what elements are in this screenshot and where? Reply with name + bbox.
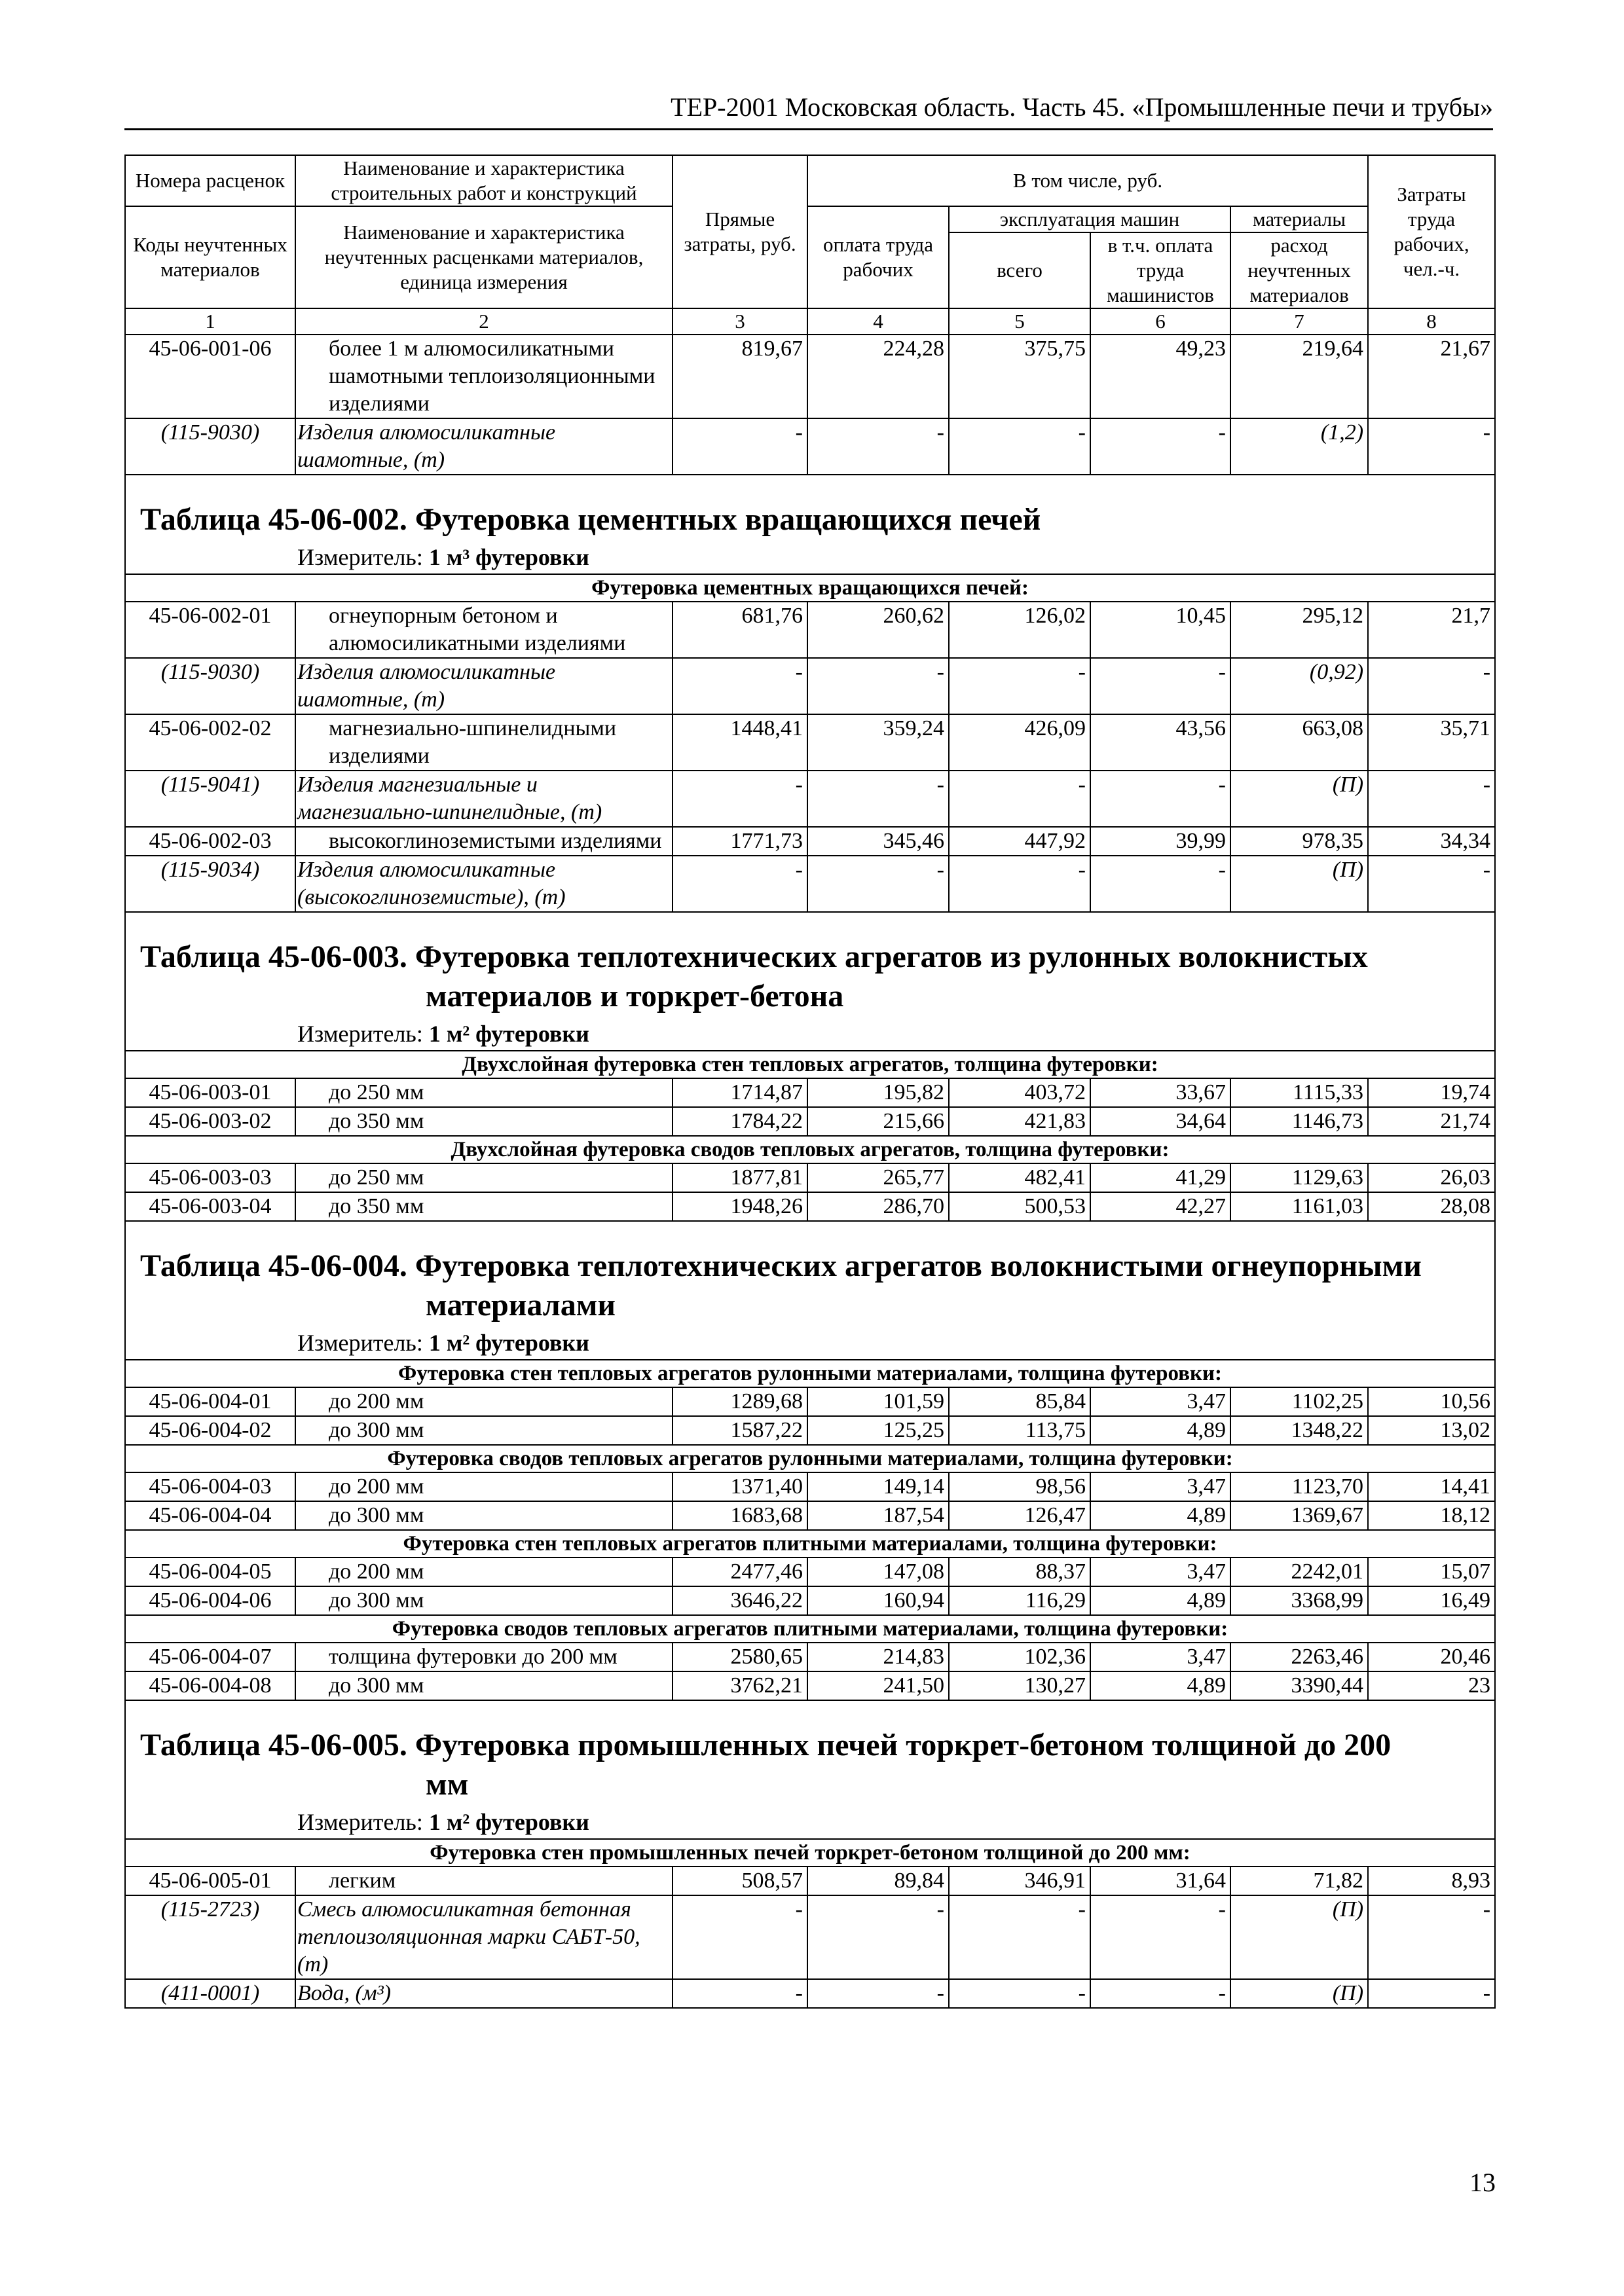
table-row (125, 1416, 1495, 1445)
direct-costs-cell: 1371,40 (673, 1472, 807, 1501)
meter-label: Измеритель: (297, 1021, 423, 1047)
table-row (125, 714, 1495, 771)
direct-costs-cell: 3762,21 (673, 1671, 807, 1700)
machines-total-cell: - (949, 856, 1090, 912)
direct-costs-cell: - (673, 418, 807, 475)
machines-total-cell: 500,53 (949, 1192, 1090, 1221)
table-title-line: Таблица 45-06-004. Футеровка теплотехнических агрегатов волокнистыми огнеупорными (140, 1248, 1422, 1283)
labor-cell: 8,93 (1368, 1867, 1495, 1895)
meter-row (125, 542, 1495, 574)
direct-costs-cell: 1587,22 (673, 1416, 807, 1445)
table-title (125, 1221, 1495, 1328)
rate-code: 45-06-004-02 (125, 1416, 295, 1445)
col-including: В том числе, руб. (807, 155, 1368, 206)
section-heading: Футеровка стен тепловых агрегатов плитными материалами, толщина футеровки: (125, 1530, 1495, 1558)
meter-unit: 1 м² футеровки (428, 1021, 589, 1047)
work-name: до 350 мм (295, 1192, 673, 1221)
col-mat-codes: Коды неучтенных материалов (125, 206, 295, 308)
rate-code: 45-06-005-01 (125, 1867, 295, 1895)
direct-costs-cell: 1877,81 (673, 1163, 807, 1192)
rate-code: 45-06-001-06 (125, 335, 295, 418)
work-name: до 200 мм (295, 1558, 673, 1586)
section-row (125, 1839, 1495, 1867)
materials-cell: (П) (1230, 856, 1368, 912)
rate-code: 45-06-003-02 (125, 1107, 295, 1136)
material-row (125, 658, 1495, 714)
machinist-pay-cell: - (1090, 1979, 1230, 2008)
rate-code: 45-06-003-01 (125, 1078, 295, 1107)
table-title-line: Таблица 45-06-002. Футеровка цементных вращающихся печей (140, 502, 1041, 537)
machinist-pay-cell: 4,89 (1090, 1671, 1230, 1700)
worker-pay-cell: 359,24 (807, 714, 949, 771)
direct-costs-cell: 2477,46 (673, 1558, 807, 1586)
machinist-pay-cell: 49,23 (1090, 335, 1230, 418)
col-number: 4 (807, 308, 949, 335)
labor-cell: 10,56 (1368, 1387, 1495, 1416)
machinist-pay-cell: 31,64 (1090, 1867, 1230, 1895)
worker-pay-cell: - (807, 658, 949, 714)
rate-code: 45-06-004-03 (125, 1472, 295, 1501)
machines-total-cell: 426,09 (949, 714, 1090, 771)
machinist-pay-cell: 43,56 (1090, 714, 1230, 771)
table-title (125, 475, 1495, 542)
worker-pay-cell: 147,08 (807, 1558, 949, 1586)
machinist-pay-cell: - (1090, 1895, 1230, 1979)
table-title-row (125, 912, 1495, 1019)
section-heading: Двухслойная футеровка стен тепловых агрегатов, толщина футеровки: (125, 1051, 1495, 1078)
materials-cell: 1348,22 (1230, 1416, 1368, 1445)
direct-costs-cell: 1714,87 (673, 1078, 807, 1107)
materials-cell: (П) (1230, 1895, 1368, 1979)
table-title-row (125, 1221, 1495, 1328)
materials-cell: (1,2) (1230, 418, 1368, 475)
direct-costs-cell: 819,67 (673, 335, 807, 418)
labor-cell: 21,74 (1368, 1107, 1495, 1136)
machines-total-cell: 88,37 (949, 1558, 1090, 1586)
direct-costs-cell: 508,57 (673, 1867, 807, 1895)
machinist-pay-cell: 4,89 (1090, 1416, 1230, 1445)
table-title (125, 912, 1495, 1019)
work-name: более 1 м алюмосиликатными шамотными теплоизоляционными изделиями (295, 335, 673, 418)
section-row (125, 1615, 1495, 1643)
table-title-row (125, 1700, 1495, 1807)
table-row (125, 335, 1495, 418)
machinist-pay-cell: 3,47 (1090, 1387, 1230, 1416)
worker-pay-cell: 214,83 (807, 1643, 949, 1671)
materials-cell: (П) (1230, 1979, 1368, 2008)
material-row (125, 1979, 1495, 2008)
machines-total-cell: 126,47 (949, 1501, 1090, 1530)
machines-total-cell: 102,36 (949, 1643, 1090, 1671)
machinist-pay-cell: 10,45 (1090, 602, 1230, 658)
materials-cell: 295,12 (1230, 602, 1368, 658)
table-row (125, 602, 1495, 658)
material-code: (411-0001) (125, 1979, 295, 2008)
direct-costs-cell: - (673, 658, 807, 714)
meter-unit: 1 м² футеровки (428, 1330, 589, 1356)
machinist-pay-cell: 3,47 (1090, 1472, 1230, 1501)
labor-cell: 21,67 (1368, 335, 1495, 418)
machines-total-cell: 482,41 (949, 1163, 1090, 1192)
machinist-pay-cell: 4,89 (1090, 1586, 1230, 1615)
work-name: до 200 мм (295, 1472, 673, 1501)
material-row (125, 1895, 1495, 1979)
table-row (125, 1867, 1495, 1895)
work-name: магнезиально-шпинелидными изделиями (295, 714, 673, 771)
machinist-pay-cell: - (1090, 658, 1230, 714)
worker-pay-cell: 286,70 (807, 1192, 949, 1221)
labor-cell: - (1368, 658, 1495, 714)
col-mat-name: Наименование и характеристика неучтенных расценками материалов, единица измерения (295, 206, 673, 308)
table-title-line: материалами (426, 1288, 616, 1322)
rate-code: 45-06-004-01 (125, 1387, 295, 1416)
section-row (125, 1530, 1495, 1558)
machinist-pay-cell: 4,89 (1090, 1501, 1230, 1530)
labor-cell: 18,12 (1368, 1501, 1495, 1530)
work-name: до 300 мм (295, 1586, 673, 1615)
meter-row (125, 1807, 1495, 1839)
materials-cell: 1102,25 (1230, 1387, 1368, 1416)
machines-total-cell: 85,84 (949, 1387, 1090, 1416)
table-row (125, 1671, 1495, 1700)
materials-cell: 2242,01 (1230, 1558, 1368, 1586)
labor-cell: 19,74 (1368, 1078, 1495, 1107)
table-row (125, 1501, 1495, 1530)
rate-code: 45-06-002-02 (125, 714, 295, 771)
machines-total-cell: 346,91 (949, 1867, 1090, 1895)
col-worker-pay: оплата труда рабочих (807, 206, 949, 308)
table-row (125, 1586, 1495, 1615)
col-number: 8 (1368, 308, 1495, 335)
materials-cell: 1146,73 (1230, 1107, 1368, 1136)
col-number: 5 (949, 308, 1090, 335)
section-heading: Футеровка сводов тепловых агрегатов плитными материалами, толщина футеровки: (125, 1615, 1495, 1643)
machines-total-cell: 126,02 (949, 602, 1090, 658)
machines-total-cell: 98,56 (949, 1472, 1090, 1501)
price-table (124, 155, 1494, 2009)
worker-pay-cell: 265,77 (807, 1163, 949, 1192)
col-number: 2 (295, 308, 673, 335)
materials-cell: 978,35 (1230, 827, 1368, 856)
work-name: до 300 мм (295, 1501, 673, 1530)
material-code: (115-9030) (125, 418, 295, 475)
section-row (125, 1445, 1495, 1472)
table-title-line: Таблица 45-06-003. Футеровка теплотехнических агрегатов из рулонных волокнистых (140, 939, 1368, 974)
machines-total-cell: 403,72 (949, 1078, 1090, 1107)
rate-code: 45-06-003-04 (125, 1192, 295, 1221)
direct-costs-cell: 1448,41 (673, 714, 807, 771)
col-rate-numbers: Номера расценок (125, 155, 295, 206)
section-row (125, 574, 1495, 602)
material-code: (115-9034) (125, 856, 295, 912)
col-materials: материалы (1230, 206, 1368, 232)
col-machines-total: всего (949, 232, 1090, 308)
rate-code: 45-06-004-08 (125, 1671, 295, 1700)
meter-label: Измеритель: (297, 1809, 423, 1835)
material-name: Изделия алюмосиликатные шамотные, (т) (295, 418, 673, 475)
work-name: до 300 мм (295, 1671, 673, 1700)
materials-cell: 3368,99 (1230, 1586, 1368, 1615)
rate-code: 45-06-002-03 (125, 827, 295, 856)
rate-code: 45-06-003-03 (125, 1163, 295, 1192)
direct-costs-cell: 3646,22 (673, 1586, 807, 1615)
machines-total-cell: 421,83 (949, 1107, 1090, 1136)
direct-costs-cell: - (673, 1895, 807, 1979)
section-heading: Двухслойная футеровка сводов тепловых агрегатов, толщина футеровки: (125, 1136, 1495, 1163)
col-work-name: Наименование и характеристика строительных работ и конструкций (295, 155, 673, 206)
table-title-line: материалов и торкрет-бетона (426, 979, 844, 1013)
machinist-pay-cell: - (1090, 856, 1230, 912)
labor-cell: - (1368, 1895, 1495, 1979)
direct-costs-cell: 1289,68 (673, 1387, 807, 1416)
direct-costs-cell: 1683,68 (673, 1501, 807, 1530)
machines-total-cell: 113,75 (949, 1416, 1090, 1445)
section-row (125, 1360, 1495, 1387)
machines-total-cell: - (949, 771, 1090, 827)
material-name: Изделия алюмосиликатные (высокоглиноземистые), (т) (295, 856, 673, 912)
rate-code: 45-06-004-04 (125, 1501, 295, 1530)
table-row (125, 1472, 1495, 1501)
direct-costs-cell: 2580,65 (673, 1643, 807, 1671)
col-number: 7 (1230, 308, 1368, 335)
direct-costs-cell: 681,76 (673, 602, 807, 658)
col-labor: Затраты труда рабочих, чел.-ч. (1368, 155, 1495, 308)
material-name: Смесь алюмосиликатная бетонная теплоизоляционная марки САБТ-50, (т) (295, 1895, 673, 1979)
labor-cell: 28,08 (1368, 1192, 1495, 1221)
meter (125, 542, 1495, 574)
work-name: до 250 мм (295, 1163, 673, 1192)
table-title-line: мм (426, 1767, 469, 1802)
meter (125, 1019, 1495, 1051)
meter-unit: 1 м² футеровки (428, 1809, 589, 1835)
machinist-pay-cell: - (1090, 771, 1230, 827)
section-heading: Футеровка цементных вращающихся печей: (125, 574, 1495, 602)
rate-code: 45-06-004-07 (125, 1643, 295, 1671)
section-row (125, 1136, 1495, 1163)
worker-pay-cell: 149,14 (807, 1472, 949, 1501)
col-machinist-pay: в т.ч. оплата труда машинистов (1090, 232, 1230, 308)
labor-cell: 21,7 (1368, 602, 1495, 658)
work-name: до 250 мм (295, 1078, 673, 1107)
table-row (125, 1107, 1495, 1136)
material-name: Изделия магнезиальные и магнезиально-шпинелидные, (т) (295, 771, 673, 827)
labor-cell: 34,34 (1368, 827, 1495, 856)
materials-cell: 1369,67 (1230, 1501, 1368, 1530)
worker-pay-cell: 241,50 (807, 1671, 949, 1700)
materials-cell: 1161,03 (1230, 1192, 1368, 1221)
meter (125, 1807, 1495, 1839)
labor-cell: - (1368, 771, 1495, 827)
rate-code: 45-06-002-01 (125, 602, 295, 658)
materials-cell: 663,08 (1230, 714, 1368, 771)
labor-cell: - (1368, 856, 1495, 912)
labor-cell: - (1368, 418, 1495, 475)
section-heading: Футеровка стен промышленных печей торкрет-бетоном толщиной до 200 мм: (125, 1839, 1495, 1867)
worker-pay-cell: 215,66 (807, 1107, 949, 1136)
direct-costs-cell: 1771,73 (673, 827, 807, 856)
machines-total-cell: - (949, 658, 1090, 714)
work-name: огнеупорным бетоном и алюмосиликатными изделиями (295, 602, 673, 658)
table-row (125, 1387, 1495, 1416)
col-number: 3 (673, 308, 807, 335)
page-number: 13 (1469, 2168, 1496, 2197)
materials-cell: (П) (1230, 771, 1368, 827)
meter-label: Измеритель: (297, 1330, 423, 1356)
table-title-line: Таблица 45-06-005. Футеровка промышленных печей торкрет-бетоном толщиной до 200 (140, 1728, 1392, 1762)
work-name: до 350 мм (295, 1107, 673, 1136)
worker-pay-cell: 224,28 (807, 335, 949, 418)
meter-row (125, 1328, 1495, 1360)
work-name: толщина футеровки до 200 мм (295, 1643, 673, 1671)
worker-pay-cell: - (807, 856, 949, 912)
col-unaccounted: расход неучтенных материалов (1230, 232, 1368, 308)
worker-pay-cell: - (807, 771, 949, 827)
rate-code: 45-06-004-06 (125, 1586, 295, 1615)
col-machines: эксплуатация машин (949, 206, 1230, 232)
materials-cell: 3390,44 (1230, 1671, 1368, 1700)
machines-total-cell: 375,75 (949, 335, 1090, 418)
col-direct-costs: Прямые затраты, руб. (673, 155, 807, 308)
table-row (125, 1558, 1495, 1586)
worker-pay-cell: 160,94 (807, 1586, 949, 1615)
section-heading: Футеровка сводов тепловых агрегатов рулонными материалами, толщина футеровки: (125, 1445, 1495, 1472)
materials-cell: 71,82 (1230, 1867, 1368, 1895)
labor-cell: 26,03 (1368, 1163, 1495, 1192)
document-title: ТЕР-2001 Московская область. Часть 45. «Промышленные печи и трубы» (671, 92, 1493, 122)
table-title (125, 1700, 1495, 1807)
meter (125, 1328, 1495, 1360)
material-code: (115-2723) (125, 1895, 295, 1979)
worker-pay-cell: 195,82 (807, 1078, 949, 1107)
labor-cell: - (1368, 1979, 1495, 2008)
table-row (125, 1192, 1495, 1221)
machinist-pay-cell: 39,99 (1090, 827, 1230, 856)
machines-total-cell: 130,27 (949, 1671, 1090, 1700)
work-name: высокоглиноземистыми изделиями (295, 827, 673, 856)
labor-cell: 16,49 (1368, 1586, 1495, 1615)
machinist-pay-cell: 34,64 (1090, 1107, 1230, 1136)
col-number: 6 (1090, 308, 1230, 335)
meter-label: Измеритель: (297, 544, 423, 570)
material-row (125, 856, 1495, 912)
direct-costs-cell: - (673, 771, 807, 827)
table-row (125, 1163, 1495, 1192)
materials-cell: 1115,33 (1230, 1078, 1368, 1107)
machinist-pay-cell: 41,29 (1090, 1163, 1230, 1192)
labor-cell: 35,71 (1368, 714, 1495, 771)
machines-total-cell: - (949, 418, 1090, 475)
col-number: 1 (125, 308, 295, 335)
worker-pay-cell: 260,62 (807, 602, 949, 658)
table-row (125, 1078, 1495, 1107)
machines-total-cell: - (949, 1979, 1090, 2008)
labor-cell: 15,07 (1368, 1558, 1495, 1586)
worker-pay-cell: 125,25 (807, 1416, 949, 1445)
machinist-pay-cell: 33,67 (1090, 1078, 1230, 1107)
worker-pay-cell: - (807, 1979, 949, 2008)
rate-code: 45-06-004-05 (125, 1558, 295, 1586)
section-heading: Футеровка стен тепловых агрегатов рулонными материалами, толщина футеровки: (125, 1360, 1495, 1387)
labor-cell: 20,46 (1368, 1643, 1495, 1671)
material-row (125, 418, 1495, 475)
work-name: до 200 мм (295, 1387, 673, 1416)
worker-pay-cell: 345,46 (807, 827, 949, 856)
table-title-row (125, 475, 1495, 542)
worker-pay-cell: - (807, 1895, 949, 1979)
table-row (125, 827, 1495, 856)
machinist-pay-cell: 3,47 (1090, 1558, 1230, 1586)
meter-unit: 1 м³ футеровки (428, 544, 589, 570)
table-row (125, 1643, 1495, 1671)
machinist-pay-cell: 3,47 (1090, 1643, 1230, 1671)
running-header (124, 92, 1493, 130)
materials-cell: 1129,63 (1230, 1163, 1368, 1192)
meter-row (125, 1019, 1495, 1051)
materials-cell: 1123,70 (1230, 1472, 1368, 1501)
machinist-pay-cell: - (1090, 418, 1230, 475)
table-body (125, 335, 1495, 2008)
material-row (125, 771, 1495, 827)
machines-total-cell: 116,29 (949, 1586, 1090, 1615)
direct-costs-cell: 1948,26 (673, 1192, 807, 1221)
materials-cell: 219,64 (1230, 335, 1368, 418)
material-code: (115-9041) (125, 771, 295, 827)
table-header (125, 155, 1495, 335)
worker-pay-cell: 101,59 (807, 1387, 949, 1416)
work-name: до 300 мм (295, 1416, 673, 1445)
materials-cell: 2263,46 (1230, 1643, 1368, 1671)
labor-cell: 23 (1368, 1671, 1495, 1700)
material-name: Изделия алюмосиликатные шамотные, (т) (295, 658, 673, 714)
direct-costs-cell: - (673, 1979, 807, 2008)
worker-pay-cell: 89,84 (807, 1867, 949, 1895)
labor-cell: 14,41 (1368, 1472, 1495, 1501)
work-name: легким (295, 1867, 673, 1895)
section-row (125, 1051, 1495, 1078)
machinist-pay-cell: 42,27 (1090, 1192, 1230, 1221)
materials-cell: (0,92) (1230, 658, 1368, 714)
machines-total-cell: 447,92 (949, 827, 1090, 856)
worker-pay-cell: - (807, 418, 949, 475)
labor-cell: 13,02 (1368, 1416, 1495, 1445)
direct-costs-cell: - (673, 856, 807, 912)
material-code: (115-9030) (125, 658, 295, 714)
worker-pay-cell: 187,54 (807, 1501, 949, 1530)
machines-total-cell: - (949, 1895, 1090, 1979)
material-name: Вода, (м³) (295, 1979, 673, 2008)
direct-costs-cell: 1784,22 (673, 1107, 807, 1136)
